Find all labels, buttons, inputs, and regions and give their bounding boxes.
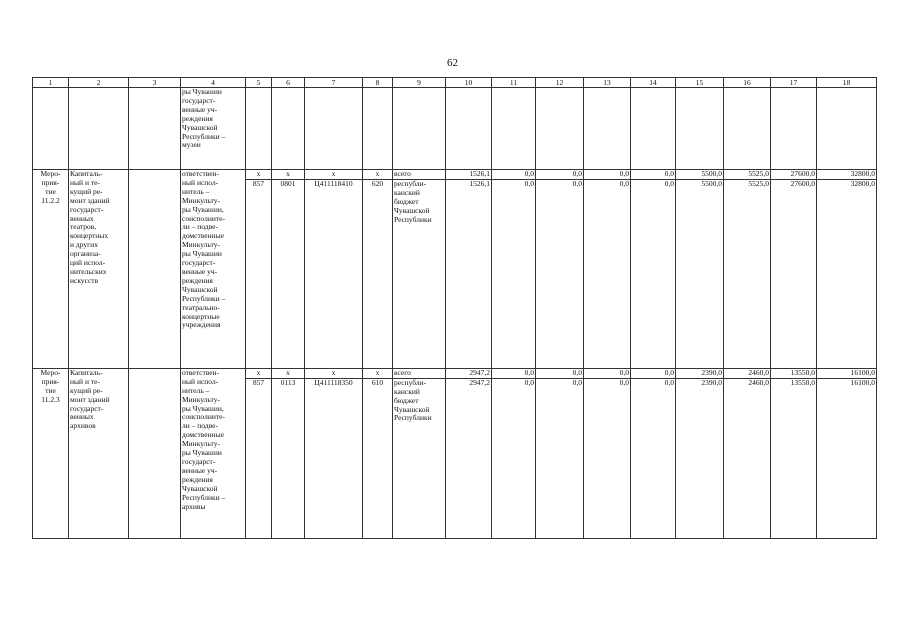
col-header: 13 xyxy=(584,78,631,88)
value-cell: 32800,0 xyxy=(817,170,877,180)
col-header: 15 xyxy=(676,78,724,88)
funding-source: республи- канский бюджет Чувашской Республики xyxy=(393,179,446,368)
event-name: Капиталь- ный и те- кущий ре- монт зданий государст- венных театров, концертных и других организа- ций испол- нительских искусств xyxy=(69,170,129,369)
value-cell: 5500,0 xyxy=(676,179,724,368)
value-cell: 0,0 xyxy=(536,170,584,180)
cell-c6: 0801 xyxy=(272,179,305,368)
executors-cell: ответствен- ный испол- нитель – Минкульту- ры Чувашии, соисполните- ли – подве- домственные Минкульту- ры Чувашии государст- венные уч- реждения Чувашской Республики – архивы xyxy=(181,368,246,538)
cell-c6: x xyxy=(272,368,305,378)
value-cell: 0,0 xyxy=(492,170,536,180)
col-header: 3 xyxy=(129,78,181,88)
col-header: 12 xyxy=(536,78,584,88)
value-cell: 16100,0 xyxy=(817,378,877,538)
value-cell: 27600,0 xyxy=(771,179,817,368)
cell-c6: 0113 xyxy=(272,378,305,538)
value-cell: 0,0 xyxy=(631,378,676,538)
value-cell: 1526,1 xyxy=(446,179,492,368)
cell-c7: x xyxy=(305,368,363,378)
col-header: 5 xyxy=(246,78,272,88)
value-cell: 0,0 xyxy=(631,179,676,368)
value-cell: 16100,0 xyxy=(817,368,877,378)
cell-c8: 610 xyxy=(363,378,393,538)
value-cell: 5525,0 xyxy=(724,170,771,180)
col3-cell xyxy=(129,170,181,369)
value-cell: 0,0 xyxy=(536,378,584,538)
cell-c6: x xyxy=(272,170,305,180)
executors-cell: ры Чувашии государст- венные уч- реждения Чувашской Республики – музеи xyxy=(181,88,246,170)
col-header: 18 xyxy=(817,78,877,88)
cell-c8: x xyxy=(363,368,393,378)
header-row xyxy=(33,78,877,88)
executors-cell: ответствен- ный испол- нитель – Минкульту- ры Чувашии, соисполните- ли – подве- домственные Минкульту- ры Чувашии государст- венные уч- реждения Чувашской Республики – театрально- концертные учреждения xyxy=(181,170,246,369)
cell-c8: x xyxy=(363,170,393,180)
col-header: 1 xyxy=(33,78,69,88)
value-cell: 0,0 xyxy=(492,179,536,368)
col3-cell xyxy=(129,368,181,538)
cell-c5: x xyxy=(246,368,272,378)
value-cell: 2947,2 xyxy=(446,368,492,378)
cell-c7: Ц411118350 xyxy=(305,378,363,538)
continuation-row xyxy=(33,88,877,170)
funding-source: всего xyxy=(393,170,446,180)
value-cell: 2390,0 xyxy=(676,368,724,378)
value-cell: 2460,0 xyxy=(724,368,771,378)
cell-c8: 620 xyxy=(363,179,393,368)
value-cell: 32800,0 xyxy=(817,179,877,368)
col-header: 7 xyxy=(305,78,363,88)
funding-source: республи- канский бюджет Чувашской Республики xyxy=(393,378,446,538)
col-header: 10 xyxy=(446,78,492,88)
value-cell: 27600,0 xyxy=(771,170,817,180)
value-cell: 0,0 xyxy=(584,170,631,180)
page-number: 62 xyxy=(447,57,458,69)
col-header: 17 xyxy=(771,78,817,88)
value-cell: 0,0 xyxy=(492,368,536,378)
value-cell: 0,0 xyxy=(584,179,631,368)
table-row xyxy=(33,170,877,180)
value-cell: 2947,2 xyxy=(446,378,492,538)
value-cell: 0,0 xyxy=(631,368,676,378)
cell-c5: x xyxy=(246,170,272,180)
value-cell: 2460,0 xyxy=(724,378,771,538)
value-cell: 13550,0 xyxy=(771,378,817,538)
event-name: Капиталь- ный и те- кущий ре- монт зданий государст- венных архивов xyxy=(69,368,129,538)
value-cell: 2390,0 xyxy=(676,378,724,538)
event-code: Меро- прия- тие 11.2.3 xyxy=(33,368,69,538)
value-cell: 0,0 xyxy=(492,378,536,538)
col-header: 6 xyxy=(272,78,305,88)
col-header: 8 xyxy=(363,78,393,88)
col-header: 16 xyxy=(724,78,771,88)
cell-c5: 857 xyxy=(246,179,272,368)
col-header: 4 xyxy=(181,78,246,88)
value-cell: 0,0 xyxy=(584,368,631,378)
cell-c7: x xyxy=(305,170,363,180)
cell-c5: 857 xyxy=(246,378,272,538)
value-cell: 0,0 xyxy=(536,179,584,368)
value-cell: 0,0 xyxy=(584,378,631,538)
col-header: 2 xyxy=(69,78,129,88)
table-row xyxy=(33,368,877,378)
col-header: 11 xyxy=(492,78,536,88)
value-cell: 5500,0 xyxy=(676,170,724,180)
col-header: 9 xyxy=(393,78,446,88)
value-cell: 13550,0 xyxy=(771,368,817,378)
value-cell: 1526,1 xyxy=(446,170,492,180)
value-cell: 0,0 xyxy=(536,368,584,378)
value-cell: 5525,0 xyxy=(724,179,771,368)
funding-source: всего xyxy=(393,368,446,378)
event-code: Меро- прия- тие 11.2.2 xyxy=(33,170,69,369)
value-cell: 0,0 xyxy=(631,170,676,180)
cell-c7: Ц411118410 xyxy=(305,179,363,368)
col-header: 14 xyxy=(631,78,676,88)
budget-table xyxy=(32,77,877,539)
